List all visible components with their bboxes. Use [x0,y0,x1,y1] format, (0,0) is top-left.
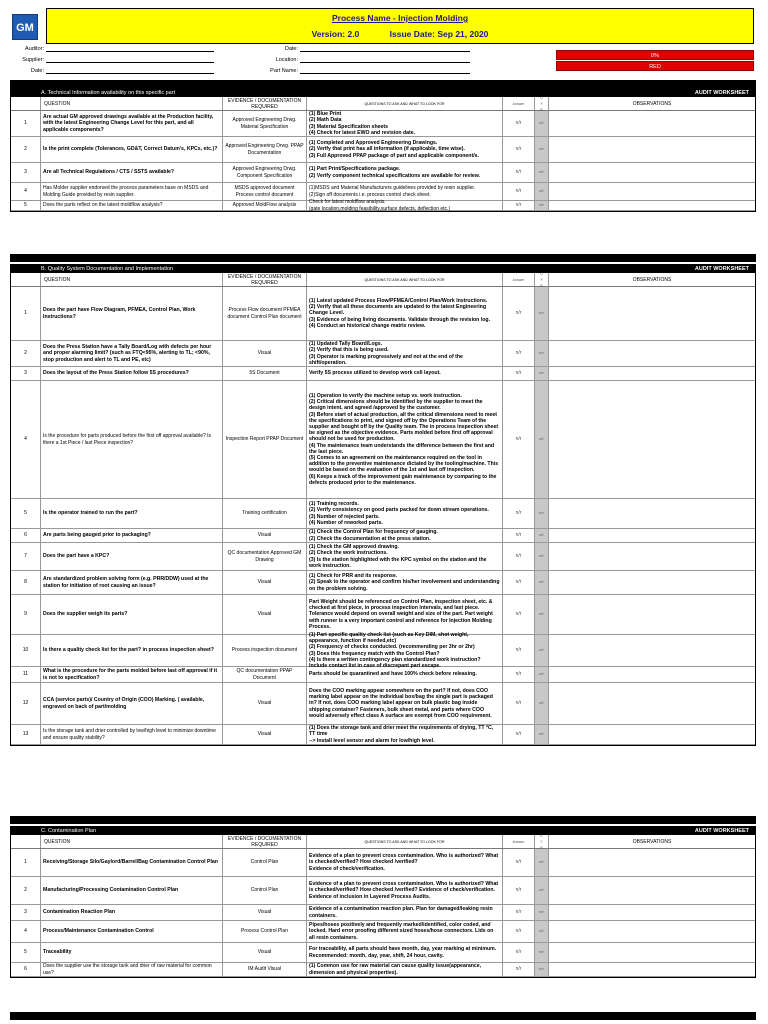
row-observation-cell[interactable] [549,529,755,542]
title-banner [46,8,754,44]
audit-worksheet-label: AUDIT WORKSHEET [694,266,749,272]
row-number: 4 [11,921,41,942]
row-rating-cell[interactable]: n/r [535,571,549,594]
row-rating-cell[interactable]: n/r [535,849,549,876]
row-answer-cell[interactable]: n/r [503,341,535,366]
row-rating-cell[interactable]: n/r [535,499,549,528]
section-3 [10,826,756,978]
row-question: Receiving/Storage Silo/Gaylord/Barrel/Bag Contamination Control Plan [41,849,223,876]
col-question: QUESTION [41,273,223,286]
row-number: 3 [11,367,41,380]
table-row [11,163,755,183]
row-question: Does the supplier use the storage tank and drier of raw material for common use? [41,963,223,976]
table-row [11,111,755,137]
row-rating-cell[interactable]: n/r [535,943,549,962]
row-ask: Evidence of a contamination reaction plan. Plan for damaged/leaking resin containers. [307,905,503,920]
row-question: Does the layout of the Press Station follow 5S procedures? [41,367,223,380]
row-rating-cell[interactable]: n/r [535,341,549,366]
duns-field[interactable] [46,66,214,74]
row-observation-cell[interactable] [549,877,755,904]
row-ask: Does the COO marking appear somewhere on the part? If not, does COO marking label appear on the individual box/bag the single part is packaged in? If not, does COO marking label appear on bulk plastic bag inside shipping container? Fasteners, bulk sheet metal, and parts where COO would adversely effect class A surface are exempt from COO requirement. [307,683,503,724]
duns-label: Date: [30,68,44,74]
row-answer-cell[interactable]: n/r [503,725,535,744]
table-row [11,543,755,571]
col-gyr: G Y R [535,835,549,848]
row-evidence: Inspection Report PPAP Document [223,381,307,498]
col-gyr: G Y R [535,97,549,110]
table-row [11,921,755,943]
col-number [11,273,41,286]
row-rating-cell[interactable]: n/r [535,543,549,570]
col-ask: QUESTIONS TO ASK AND WHAT TO LOOK FOR [307,835,503,848]
table-row [11,367,755,381]
col-evidence: EVIDENCE / DOCUMENTATION REQUIRED [223,273,307,286]
row-number: 2 [11,341,41,366]
row-ask: (1) Check for PRR and its response. (2) Speak to the operator and confirm his/her involvement and understanding on the problem solving. [307,571,503,594]
col-answer: Answer [503,273,535,286]
row-rating-cell[interactable]: n/r [535,137,549,162]
row-ask: Part Weight should be referenced on Control Plan, inspection sheet, etc. & checked at first piece, in process inspection intervals, and last piece. Tolerance would depend on overall weight and size of the part. Part weight with runner is a very important control and reference for Injection Molding Process. [307,595,503,634]
row-number: 2 [11,877,41,904]
row-evidence: Visual [223,905,307,920]
table-row [11,183,755,201]
row-observation-cell[interactable] [549,635,755,666]
row-number: 13 [11,725,41,744]
row-ask: (1) Check the GM approved drawing. (2) Check the work instructions. (3) Is the station highlighted with the KPC symbol on the station and the work instruction. [307,543,503,570]
row-answer-cell[interactable]: n/r [503,877,535,904]
score-status-badge: RED [556,61,754,71]
row-ask: (1) Check the Control Plan for frequency of gauging. (2) Check the documentation at the press station. [307,529,503,542]
column-header-row [11,97,755,111]
row-evidence: Control Plan [223,877,307,904]
table-row [11,905,755,921]
row-observation-cell[interactable] [549,137,755,162]
row-rating-cell[interactable]: n/r [535,367,549,380]
row-question: Is the operator trained to run the part? [41,499,223,528]
row-observation-cell[interactable] [549,725,755,744]
table-row [11,943,755,963]
row-ask: Parts should be quarantined and have 100% check before releasing. [307,667,503,682]
auditor-label: Auditor: [25,46,44,52]
row-observation-cell[interactable] [549,341,755,366]
section-header [11,827,755,835]
row-ask: Evidence of a plan to prevent cross contamination. Who is authorized? What is checked/verified? How checked /verified? Evidence of check/verification. Evidence of inclusion in Layered Process Audits. [307,877,503,904]
audit-worksheet-label: AUDIT WORKSHEET [694,90,749,96]
row-answer-cell[interactable]: n/r [503,529,535,542]
row-observation-cell[interactable] [549,667,755,682]
row-answer-cell[interactable]: n/r [503,595,535,634]
col-number [11,835,41,848]
audit-worksheet-label: AUDIT WORKSHEET [694,828,749,834]
row-ask: (1) Operation to verify the machine setup vs. work instruction. (2) Critical dimensions should be identified by the supplier to meet the design intent, and agreed /approved by the customer. (3) Before start of actual production, all the critical dimensions need to meet the specifications to print, and signed off by the Operations Team of the supplier and bought off by the Quality team. The in process inspection sheet be signed as the objective evidence. Parts molded before first off approval should not be used for production. (4) The maintenance team understands the difference between the first and the last piece. (5) Comes to an agreement on the maintenance required on the tool in addition to the preventive maintenance dictated by the tooling/machine. This would be based on the evaluation of the 1st and last off inspection. (6) Keeps a track of the improvement gain maintenance by comparing to the defects produced prior to the maintenance. [307,381,503,498]
col-evidence: EVIDENCE / DOCUMENTATION REQUIRED [223,835,307,848]
row-ask: Verify 5S process utilized to develop work cell layout. [307,367,503,380]
row-number: 4 [11,381,41,498]
row-number: 6 [11,963,41,976]
version-line [47,29,753,39]
row-question: Is the print complete (Tolerances, GD&T, Correct Datum's, KPCs, etc.)? [41,137,223,162]
row-observation-cell[interactable] [549,163,755,182]
row-ask: (1) Completed and Approved Engineering Drawings. (2) Verify that print has all information (if applicable, time wise). (3) Full Approved PPAP package of part and applicable component/s. [307,137,503,162]
col-question: QUESTION [41,97,223,110]
gm-logo-icon: GM [12,14,38,40]
location-label: Location: [275,57,298,63]
col-question: QUESTION [41,835,223,848]
row-question: Does the supplier weigh its parts? [41,595,223,634]
row-number: 1 [11,849,41,876]
row-answer-cell[interactable]: n/r [503,921,535,942]
row-answer-cell[interactable]: n/r [503,201,535,210]
row-question: What is the procedure for the parts molded before last off approval if it is not to specification? [41,667,223,682]
part-name-field[interactable] [300,66,470,74]
row-evidence: QC documentation PPAP Document [223,667,307,682]
row-question: Are all Technical Regulations / CTS / SSTS available? [41,163,223,182]
row-question: Contamination Reaction Plan [41,905,223,920]
row-question: Is there a quality check list for the part? in process inspection sheet? [41,635,223,666]
row-number: 1 [11,287,41,340]
row-observation-cell[interactable] [549,543,755,570]
row-answer-cell[interactable]: n/r [503,571,535,594]
row-answer-cell[interactable]: n/r [503,499,535,528]
row-rating-cell[interactable]: n/r [535,921,549,942]
col-number [11,97,41,110]
supplier-label: Supplier: [22,57,44,63]
row-rating-cell[interactable]: n/r [535,201,549,210]
row-observation-cell[interactable] [549,595,755,634]
row-ask: (1) Updated Tally Board/Logs. (2) Verify that this is being used. (3) Operator is marking progressively and not at the end of the shift/operation. [307,341,503,366]
section-divider-bar [10,254,756,262]
row-question: Does the parts reflect on the latest moldflow analysis? [41,201,223,210]
row-ask: (1)MSDS and Material Manufacturers guidelines provided by resin supplier. (2)Sign off documents i.e. process control check sheet. [307,183,503,200]
row-observation-cell[interactable] [549,367,755,380]
row-evidence: Visual [223,595,307,634]
table-row [11,137,755,163]
col-answer: Answer [503,835,535,848]
row-ask: Check for latest moldflow analysis. (gate location,molding feasibility,surface defects, deflection etc.) [307,201,503,210]
row-rating-cell[interactable]: n/r [535,725,549,744]
row-question: Manufacturing/Processing Contamination Control Plan [41,877,223,904]
col-gyr: G Y R [535,273,549,286]
row-answer-cell[interactable]: n/r [503,635,535,666]
row-ask: (1) Training records. (2) Verify consistency on good parts packed for down stream operations. (3) Number of rejected parts. (4) Number of reworked parts. [307,499,503,528]
row-evidence: Visual [223,529,307,542]
row-number: 4 [11,183,41,200]
col-ask: QUESTIONS TO ASK AND WHAT TO LOOK FOR [307,97,503,110]
table-row [11,683,755,725]
part-name-label: Part Name: [270,68,298,74]
row-answer-cell[interactable]: n/r [503,543,535,570]
row-observation-cell[interactable] [549,905,755,920]
row-observation-cell[interactable] [549,571,755,594]
row-question: CCA (service parts)/ Country of Origin (COO) Marking. ( available, engraved on back of part/molding [41,683,223,724]
row-ask: Evidence of a plan to prevent cross contamination. Who is authorized? What is checked/verified? How checked /verified? Evidence of check/verification. [307,849,503,876]
row-ask: (1) Blue Print (2) Math Data (3) Material Specification sheets (4) Check for latest EWO and revision date. [307,111,503,136]
table-row [11,963,755,977]
location-field[interactable] [300,55,470,63]
column-header-row [11,835,755,849]
row-question: Is the procedure for parts produced before the first off approval available? Is there a 1st Piece / last Piece inspection? [41,381,223,498]
row-observation-cell[interactable] [549,943,755,962]
section-title: C. Contamination Plan [41,828,97,834]
column-header-row [11,273,755,287]
row-answer-cell[interactable]: n/r [503,111,535,136]
row-answer-cell[interactable]: n/r [503,943,535,962]
row-evidence: Approved Engineering Drwg. PPAP Documentation [223,137,307,162]
version-label: Version: 2.0 [311,29,360,39]
row-answer-cell[interactable]: n/r [503,183,535,200]
supplier-field[interactable] [46,55,214,63]
row-answer-cell[interactable]: n/r [503,137,535,162]
row-evidence: Visual [223,341,307,366]
row-ask: Pipes/hoses positively and frequently marked/identified, color coded, and locked. Hard error proofing different sized hoses/hose connectors. Lids on all resin containers. [307,921,503,942]
row-number: 5 [11,201,41,210]
row-observation-cell[interactable] [549,183,755,200]
row-rating-cell[interactable]: n/r [535,163,549,182]
row-observation-cell[interactable] [549,683,755,724]
row-evidence: MSDS approved document Process control document [223,183,307,200]
row-evidence: Training certification [223,499,307,528]
table-row [11,341,755,367]
section-header [11,265,755,273]
table-row [11,529,755,543]
row-number: 9 [11,595,41,634]
row-ask: (1) Part specific quality check list (such as Key DIM, shot weight, appearance, function if needed,etc) (2) Frequency of checks conducted. (recommending per 3hr or 2hr) (3) Does this frequency match with the Control Plan? (4) Is there a written contingency plan standardized work instruction? Include contact list in case of discrepant part escape. [307,635,503,666]
row-answer-cell[interactable]: n/r [503,905,535,920]
auditor-field[interactable] [46,44,214,52]
row-evidence: Process inspection document [223,635,307,666]
row-answer-cell[interactable]: n/r [503,287,535,340]
table-row [11,631,755,669]
row-number: 1 [11,111,41,136]
section-1 [10,88,756,212]
row-number: 5 [11,943,41,962]
row-ask: (1) Does the storage tank and drier meet the requirements of drying, TT *C, TT time --> Install level sensor and alarm for low/high level. [307,725,503,744]
row-rating-cell[interactable]: n/r [535,963,549,976]
row-number: 12 [11,683,41,724]
row-number: 3 [11,905,41,920]
row-answer-cell[interactable]: n/r [503,667,535,682]
row-number: 6 [11,529,41,542]
table-row [11,595,755,635]
row-observation-cell[interactable] [549,111,755,136]
row-evidence: Process Flow document PFMEA document Control Plan document [223,287,307,340]
row-question: Does the Press Station have a Tally Board/Log with defects per hour and proper alarming limit? (such as FTQ<95%, alerting to TL; <90%, stop production and alert to TL and PE, etc) [41,341,223,366]
row-evidence: Approved Engineering Drwg. Material Specification [223,111,307,136]
row-ask: For traceability, all parts should have month, day, year marking at minimum. Recommended: month, day, year, shift, 24 hour, cavity. [307,943,503,962]
row-observation-cell[interactable] [549,201,755,210]
table-row [11,499,755,529]
header-fields-mid [258,41,470,74]
table-row [11,381,755,499]
row-number: 3 [11,163,41,182]
table-row [11,287,755,341]
section-header [11,89,755,97]
row-rating-cell[interactable]: n/r [535,877,549,904]
row-ask: (1) Common use for raw material can cause quality issue(appearance, dimension and physical properties). [307,963,503,976]
date-label: Date: [284,46,298,52]
row-number: 7 [11,543,41,570]
table-row [11,877,755,905]
row-answer-cell[interactable]: n/r [503,163,535,182]
row-question: Does the part have Flow Diagram, PFMEA, Control Plan, Work Instructions? [41,287,223,340]
table-row [11,571,755,595]
section-divider-bar [10,1012,756,1020]
row-question: Has Molder supplier endorsed the process parameters base on MSDS and Molding Guide provided by resin supplier. [41,183,223,200]
section-divider-bar [10,816,756,824]
row-answer-cell[interactable]: n/r [503,849,535,876]
section-2 [10,264,756,746]
section-title: B. Quality System Documentation and Implementation [41,266,174,272]
row-rating-cell[interactable]: n/r [535,111,549,136]
row-evidence: Visual [223,725,307,744]
col-ask: QUESTIONS TO ASK AND WHAT TO LOOK FOR [307,273,503,286]
header-fields-left [4,41,214,74]
row-rating-cell[interactable]: n/r [535,381,549,498]
row-answer-cell[interactable]: n/r [503,367,535,380]
row-question: Are actual GM approved drawings available at the Production facility, with the latest Engineering Change Level for this part, and all applicable components? [41,111,223,136]
row-ask: (1) Latest updated Process Flow/PFMEA/Control Plan/Work Instructions. (2) Verify that all these documents are updated to the latest Engineering Change Level. (3) Evidence of being living documents. Validate through the revision log. (4) Conduct an historical change matrix review. [307,287,503,340]
row-question: Traceability [41,943,223,962]
row-number: 5 [11,499,41,528]
col-evidence: EVIDENCE / DOCUMENTATION REQUIRED [223,97,307,110]
col-answer: Answer [503,97,535,110]
row-evidence: Approved Engineering Drwg. Component Specification [223,163,307,182]
section-title: A. Technical Information availability on this specific part [41,90,176,96]
row-evidence: Process Control Plan [223,921,307,942]
row-answer-cell[interactable]: n/r [503,963,535,976]
row-number: 2 [11,137,41,162]
col-observations: OBSERVATIONS [632,838,672,845]
row-question: Is the storage tank and drier controlled by low/high level to minimize downtime and ensure quality stability? [41,725,223,744]
row-number: 8 [11,571,41,594]
row-evidence: Visual [223,683,307,724]
row-rating-cell[interactable]: n/r [535,635,549,666]
col-observations: OBSERVATIONS [632,276,672,283]
page-title: Process Name - Injection Molding [331,13,469,23]
table-row [11,201,755,211]
row-evidence: QC documentation Approved GM Drawing [223,543,307,570]
row-answer-cell[interactable]: n/r [503,683,535,724]
row-question: Does the part have a KPC? [41,543,223,570]
row-observation-cell[interactable] [549,849,755,876]
row-observation-cell[interactable] [549,921,755,942]
table-row [11,667,755,683]
col-observations: OBSERVATIONS [632,100,672,107]
row-rating-cell[interactable]: n/r [535,683,549,724]
row-question: Are parts being gauged prior to packaging? [41,529,223,542]
row-observation-cell[interactable] [549,963,755,976]
row-rating-cell[interactable]: n/r [535,287,549,340]
row-ask: (1) Part Print/Specifications package. (2) Verify component technical specifications are available for review. [307,163,503,182]
row-number: 10 [11,635,41,666]
row-number: 11 [11,667,41,682]
row-evidence: Approved MoldFlow analysis [223,201,307,210]
row-evidence: Visual [223,943,307,962]
row-rating-cell[interactable]: n/r [535,667,549,682]
row-evidence: 5S Document [223,367,307,380]
row-observation-cell[interactable] [549,381,755,498]
table-row [11,725,755,745]
row-evidence: Visual [223,571,307,594]
row-observation-cell[interactable] [549,287,755,340]
row-answer-cell[interactable]: n/r [503,381,535,498]
row-question: Are standardized problem solving form (e.g. PRR/DDW) used at the station for initiation of root causing an issue? [41,571,223,594]
table-row [11,849,755,877]
row-evidence: IM Audit Visual [223,963,307,976]
row-rating-cell[interactable]: n/r [535,529,549,542]
issue-date-label: Issue Date: Sep 21, 2020 [389,29,489,39]
section-divider-bar [10,80,756,88]
row-rating-cell[interactable]: n/r [535,595,549,634]
row-rating-cell[interactable]: n/r [535,905,549,920]
row-observation-cell[interactable] [549,499,755,528]
score-percent-badge: 0% [556,50,754,60]
row-evidence: Control Plan [223,849,307,876]
row-rating-cell[interactable]: n/r [535,183,549,200]
date-field[interactable] [300,44,470,52]
row-question: Process/Maintenance Contamination Control [41,921,223,942]
